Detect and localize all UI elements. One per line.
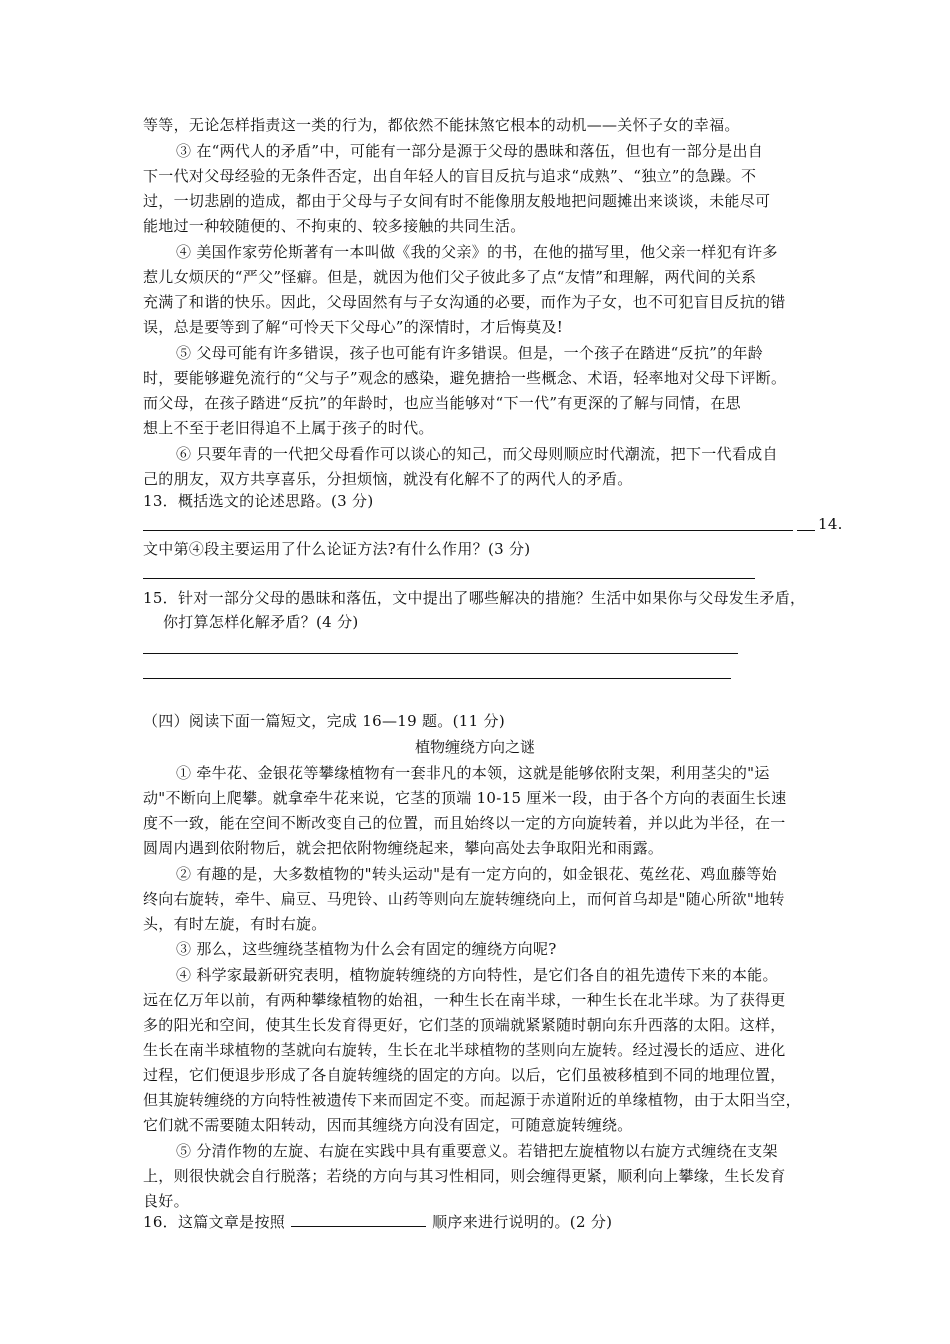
s4-para-1-line-2: 动"不断向上爬攀。就拿牵牛花来说，它茎的顶端 10-15 厘米一段，由于各个方向的表面生长速 (143, 789, 787, 807)
answer-line-13[interactable] (143, 530, 793, 531)
s4-para-4-line-2: 远在亿万年以前，有两种攀缘植物的始祖，一种生长在南半球，一种生长在北半球。为了获得更 (143, 991, 786, 1009)
section-4-intro: （四）阅读下面一篇短文，完成 16—19 题。(11 分) (143, 712, 505, 730)
question-16-prefix: 16．这篇文章是按照 (143, 1213, 286, 1231)
para-6-line-1: ⑥ 只要年青的一代把父母看作可以谈心的知己，而父母则顺应时代潮流，把下一代看成自 (176, 445, 778, 463)
s4-para-4-line-7: 它们就不需要随太阳转动，因而其缠绕方向没有固定，可随意旋转缠绕。 (143, 1116, 633, 1134)
answer-line-15b[interactable] (143, 678, 731, 679)
para-3-line-4: 能地过一种较随便的、不拘束的、较多接触的共同生活。 (143, 217, 526, 235)
s4-para-4-line-1: ④ 科学家最新研究表明，植物旋转缠绕的方向特性，是它们各自的祖先遗传下来的本能。 (176, 966, 778, 984)
question-14-number: 14. (818, 515, 843, 533)
answer-line-15a[interactable] (143, 653, 738, 654)
question-15-line-2: 你打算怎样化解矛盾？(4 分) (163, 613, 359, 631)
s4-para-4-line-4: 生长在南半球植物的茎就向右旋转，生长在北半球植物的茎则向左旋转。经过漫长的适应、进化 (143, 1041, 786, 1059)
s4-para-4-line-3: 多的阳光和空间，使其生长发育得更好，它们茎的顶端就紧紧随时朝向东升西落的太阳。这样， (143, 1016, 786, 1034)
para-3-line-3: 过，一切悲剧的造成，都由于父母与子女间有时不能像朋友般地把问题摊出来谈谈，未能尽可 (143, 192, 771, 210)
s4-para-2-line-2: 终向右旋转，牵牛、扁豆、马兜铃、山药等则向左旋转缠绕向上，而何首乌却是"随心所欲"地转 (143, 890, 785, 908)
para-4-line-3: 充满了和谐的快乐。因此，父母固然有与子女沟通的必要，而作为子女，也不可犯盲目反抗的错 (143, 293, 786, 311)
para-5-line-4: 想上不至于老旧得追不上属于孩子的时代。 (143, 419, 434, 437)
para-4-line-2: 惹儿女烦厌的“严父”怪癖。但是，就因为他们父子彼此多了点“友情”和理解，两代间的关系 (143, 268, 757, 286)
article-title: 植物缠绕方向之谜 (414, 738, 535, 756)
question-16 (143, 1212, 612, 1232)
s4-para-4-line-5: 过程，它们便退步形成了各自旋转缠绕的固定的方向。以后，它们虽被移植到不同的地理位置， (143, 1066, 786, 1084)
para-4-line-4: 误，总是要等到了解“可怜天下父母心”的深情时，才后悔莫及! (143, 318, 564, 336)
para-5-line-2: 时，要能够避免流行的“父与子”观念的感染，避免搪拾一些概念、术语，轻率地对父母下评断。 (143, 369, 787, 387)
answer-line-13-tail[interactable] (797, 530, 815, 531)
answer-line-14[interactable] (143, 578, 755, 579)
question-16-suffix: 顺序来进行说明的。(2 分) (432, 1213, 613, 1231)
para-6-line-2: 己的朋友，双方共享喜乐，分担烦恼，就没有化解不了的两代人的矛盾。 (143, 470, 633, 488)
s4-para-1-line-3: 度不一致，能在空间不断改变自己的位置，而且始终以一定的方向旋转着，并以此为半径，在一 (143, 814, 786, 832)
question-15-line-1: 15．针对一部分父母的愚昧和落伍，文中提出了哪些解决的措施？生活中如果你与父母发生矛盾， (143, 589, 806, 607)
para-4-line-1: ④ 美国作家劳伦斯著有一本叫做《我的父亲》的书，在他的描写里，他父亲一样犯有许多 (176, 243, 778, 261)
s4-para-3: ③ 那么，这些缠绕茎植物为什么会有固定的缠绕方向呢? (176, 940, 557, 958)
para-2-tail: 等等，无论怎样指责这一类的行为，都依然不能抹煞它根本的动机——关怀子女的幸福。 (143, 116, 740, 134)
answer-blank-16[interactable] (291, 1212, 426, 1227)
s4-para-4-line-6: 但其旋转缠绕的方向特性被遗传下来而固定不变。而起源于赤道附近的单缘植物，由于太阳当空， (143, 1091, 801, 1109)
s4-para-1-line-1: ① 牵牛花、金银花等攀缘植物有一套非凡的本领，这就是能够依附支架，利用茎尖的"运 (176, 764, 770, 782)
para-5-line-1: ⑤ 父母可能有许多错误，孩子也可能有许多错误。但是，一个孩子在踏进“反抗”的年龄 (176, 344, 764, 362)
para-3-line-2: 下一代对父母经验的无条件否定，出自年轻人的盲目反抗与追求“成熟”、“独立”的急躁。不 (143, 167, 757, 185)
question-13: 13．概括选文的论述思路。(3 分) (143, 492, 374, 510)
s4-para-2-line-3: 头，有时左旋，有时右旋。 (143, 915, 327, 933)
s4-para-2-line-1: ② 有趣的是，大多数植物的"转头运动"是有一定方向的，如金银花、菟丝花、鸡血藤等始 (176, 865, 777, 883)
para-5-line-3: 而父母，在孩子踏进“反抗”的年龄时，也应当能够对“下一代”有更深的了解与同情，在思 (143, 394, 741, 412)
s4-para-5-line-2: 上，则很快就会自行脱落；若绕的方向与其习性相同，则会缠得更紧，顺利向上攀缘，生长发育 (143, 1167, 786, 1185)
s4-para-5-line-1: ⑤ 分清作物的左旋、右旋在实践中具有重要意义。若错把左旋植物以右旋方式缠绕在支架 (176, 1142, 778, 1160)
question-14: 文中第④段主要运用了什么论证方法?有什么作用？(3 分) (143, 540, 531, 558)
s4-para-1-line-4: 圆周内遇到依附物后，就会把依附物缠绕起来，攀向高处去争取阳光和雨露。 (143, 839, 664, 857)
s4-para-5-line-3: 良好。 (143, 1192, 189, 1210)
para-3-line-1: ③ 在“两代人的矛盾”中，可能有一部分是源于父母的愚昧和落伍，但也有一部分是出自 (176, 142, 764, 160)
